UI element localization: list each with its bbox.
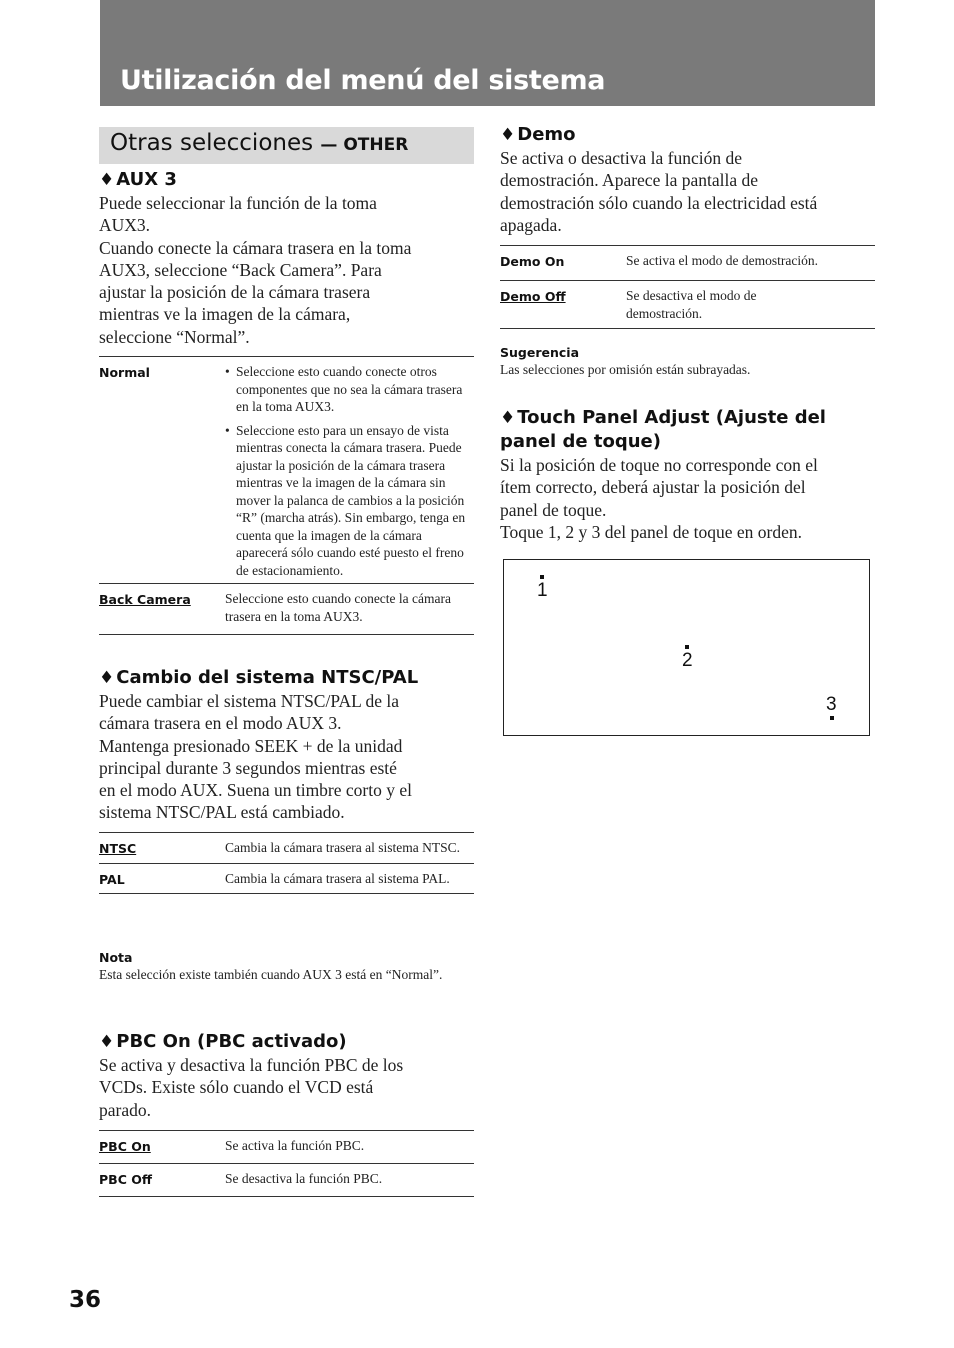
option-key: Normal [99,365,150,380]
touch-heading-line: Touch Panel Adjust (Ajuste del [517,407,826,428]
aux3-options-table [99,356,474,635]
ntsc-heading [99,666,474,690]
text-line: Toque 1, 2 y 3 del panel de toque en orden. [500,521,803,542]
page-number: 36 [69,1287,102,1313]
section-title [110,130,408,156]
option-row-demo-off [500,281,875,329]
text-line: Se activa y desactiva la función PBC de los [99,1055,404,1075]
text-line: AUX3, seleccione “Back Camera”. Para [99,259,382,280]
touch-description [500,454,876,543]
text-line: cámara trasera en el modo AUX 3. [99,713,342,734]
aux3-section [99,168,474,348]
text-line: sistema NTSC/PAL está cambiado. [99,802,345,823]
option-key: Demo Off [500,289,566,304]
option-key: Back Camera [99,592,191,607]
diamond-icon: ♦ [500,408,516,428]
touch-point-1-label: 1 [537,580,548,601]
ntsc-description [99,690,474,824]
note-heading: Nota [99,950,133,965]
touch-point-3-marker [830,716,834,720]
option-desc: Seleccione esto cuando conecte la cámara trasera en la toma AUX3. [225,591,451,624]
pbc-section [99,1030,474,1121]
text-line: mientras ve la imagen de la cámara, [99,304,351,325]
demo-options-table [500,245,875,329]
demo-heading-text: Demo [517,124,576,145]
text-line: ítem correcto, deberá ajustar la posición del [500,477,806,498]
section-subtitle: — OTHER [320,135,409,155]
section-title-main: Otras selecciones [110,130,314,156]
ntsc-section [99,666,474,824]
demo-section [500,123,876,236]
text-line: Si la posición de toque no corresponde con el [500,455,818,475]
option-row-back-camera [99,584,474,635]
text-line: Puede cambiar el sistema NTSC/PAL de la [99,691,400,711]
option-desc: Se desactiva la función PBC. [225,1171,383,1186]
aux3-description [99,192,474,348]
section-header [99,127,474,164]
text-line: Cuando conecte la cámara trasera en la toma [99,237,412,258]
option-desc: Se activa la función PBC. [225,1138,365,1153]
diamond-icon: ♦ [500,125,516,145]
text-line: Se activa o desactiva la función de [500,148,742,168]
text-line: en el modo AUX. Suena un timbre corto y el [99,780,412,801]
aux3-heading-text: AUX 3 [116,169,177,190]
demo-description [500,147,876,236]
ntsc-options-table [99,832,474,894]
touch-point-2-marker [685,645,689,649]
option-row-pal [99,863,474,894]
pbc-heading-text: PBC On (PBC activado) [116,1031,347,1052]
touch-section [500,406,876,543]
ntsc-note [99,950,459,986]
option-row-normal [99,357,474,584]
option-row-pbc-off [99,1164,474,1197]
option-desc: Se desactiva el modo de demostración. [626,288,757,321]
demo-tip [500,345,876,381]
text-line: apagada. [500,214,562,235]
text-line: principal durante 3 segundos mientras esté [99,757,397,778]
demo-heading [500,123,876,147]
option-key: Demo On [500,254,565,269]
text-line: Puede seleccionar la función de la toma [99,193,377,213]
option-desc: Se activa el modo de demostración. [626,253,818,268]
diamond-icon: ♦ [99,170,115,190]
text-line: panel de toque. [500,499,607,520]
tip-heading: Sugerencia [500,345,579,360]
touch-heading [500,406,876,454]
tip-text: Las selecciones por omisión están subrayadas. [500,362,751,377]
option-key: PAL [99,871,125,887]
pbc-description [99,1054,474,1121]
touch-point-2-label: 2 [682,650,693,671]
text-line: AUX3. [99,215,151,236]
option-bullet: • Seleccione esto cuando conecte otros componentes que no sea la cámara trasera en la toma AUX3. [225,363,474,416]
touch-point-3-label: 3 [826,694,837,715]
pbc-heading [99,1030,474,1054]
touch-heading-line: panel de toque) [500,431,661,452]
ntsc-heading-text: Cambio del sistema NTSC/PAL [116,667,419,688]
text-line: seleccione “Normal”. [99,326,250,347]
chapter-header [100,0,875,106]
option-key: PBC On [99,1139,151,1154]
text-line: demostración. Aparece la pantalla de [500,170,759,191]
option-row-ntsc [99,833,474,864]
option-bullet: • Seleccione esto para un ensayo de vista mientras conecta la cámara trasera. Puede ajustar la posición de la cámara trasera mientras ve la imagen de la cámara sin mover la palanca de cambios a la posición “R” (marcha atrás). Sin embargo, tenga en cuenta que la imagen de la cámara aparecerá sólo cuando esté puesto el freno de estacionamiento. [225,422,474,580]
text-line: ajustar la posición de la cámara trasera [99,282,371,303]
option-key: NTSC [99,841,137,856]
touch-point-1-marker [540,575,544,579]
touch-panel-diagram [503,559,870,736]
diamond-icon: ♦ [99,668,115,688]
pbc-options-table [99,1130,474,1197]
chapter-title: Utilización del menú del sistema [120,65,606,96]
aux3-heading [99,168,474,192]
text-line: VCDs. Existe sólo cuando el VCD está [99,1077,374,1098]
option-row-pbc-on [99,1131,474,1164]
diamond-icon: ♦ [99,1032,115,1052]
option-row-demo-on [500,246,875,281]
note-text: Esta selección existe también cuando AUX 3 está en “Normal”. [99,967,443,982]
option-desc: Cambia la cámara trasera al sistema NTSC. [225,840,461,855]
option-desc: Cambia la cámara trasera al sistema PAL. [225,870,450,886]
text-line: Mantenga presionado SEEK + de la unidad [99,735,403,756]
text-line: parado. [99,1099,151,1120]
option-key: PBC Off [99,1172,152,1187]
text-line: demostración sólo cuando la electricidad está [500,192,818,213]
